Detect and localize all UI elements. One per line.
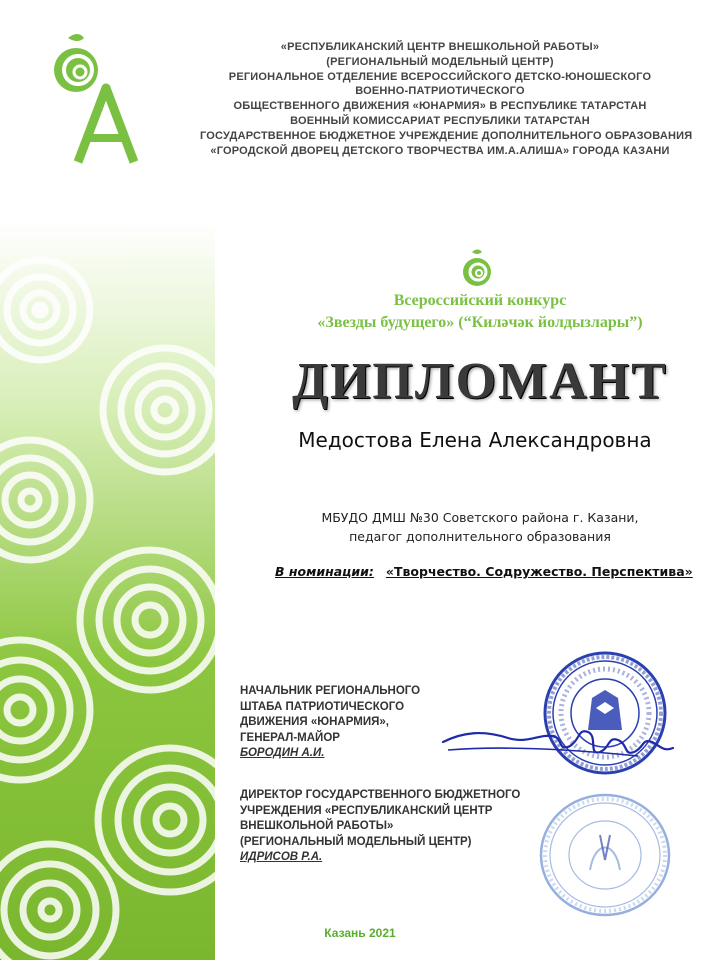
nomination-label: В номинации: xyxy=(275,564,374,579)
signatory-1-title-line: ГЕНЕРАЛ-МАЙОР xyxy=(240,731,340,744)
affiliation-line-1: МБУДО ДМШ №30 Советского района г. Казани, xyxy=(321,510,639,525)
signatory-1-title-line: ДВИЖЕНИЯ «ЮНАРМИЯ», xyxy=(240,716,389,728)
header-line: ОБЩЕСТВЕННОГО ДВИЖЕНИЯ «ЮНАРМИЯ» В РЕСПУБЛИКЕ ТАТАРСТАН xyxy=(233,100,647,113)
signatory-2 xyxy=(240,788,540,866)
round-seal-center-icon xyxy=(535,790,675,920)
recipient-name: Медостова Елена Александровна xyxy=(298,428,652,452)
header-line: «ГОРОДСКОЙ ДВОРЕЦ ДЕТСКОГО ТВОРЧЕСТВА ИМ.А.АЛИША» ГОРОДА КАЗАНИ xyxy=(210,144,670,157)
header-line: ВОЕННЫЙ КОМИССАРИАТ РЕСПУБЛИКИ ТАТАРСТАН xyxy=(290,114,590,127)
signatory-2-title-line: (РЕГИОНАЛЬНЫЙ МОДЕЛЬНЫЙ ЦЕНТР) xyxy=(240,835,472,848)
green-swirl-decoration xyxy=(0,220,215,960)
header-line: «РЕСПУБЛИКАНСКИЙ ЦЕНТР ВНЕШКОЛЬНОЙ РАБОТЫ» xyxy=(280,41,600,53)
signatory-1-title-line: ШТАБА ПАТРИОТИЧЕСКОГО xyxy=(240,700,405,713)
signatory-2-title-line: ДИРЕКТОР ГОСУДАРСТВЕННОГО БЮДЖЕТНОГО xyxy=(240,789,521,801)
handwritten-signature-icon xyxy=(438,712,678,772)
contest-line-1: Всероссийский конкурс xyxy=(393,292,567,309)
recipient-affiliation xyxy=(260,508,700,546)
signatory-1-name: БОРОДИН А.И. xyxy=(240,747,325,759)
nomination-value: «Творчество. Содружество. Перспектива» xyxy=(385,564,693,579)
header-line: ГОСУДАРСТВЕННОЕ БЮДЖЕТНОЕ УЧРЕЖДЕНИЕ ДОПОЛНИТЕЛЬНОГО ОБРАЗОВАНИЯ xyxy=(200,129,693,142)
header-line: (РЕГИОНАЛЬНЫЙ МОДЕЛЬНЫЙ ЦЕНТР) xyxy=(326,55,554,68)
signatory-2-title-line: ВНЕШКОЛЬНОЙ РАБОТЫ» xyxy=(240,820,394,832)
contest-name xyxy=(260,290,700,334)
contest-line-2: «Звезды будущего» (“Киләчәк йолдызлары”) xyxy=(317,314,643,331)
affiliation-line-2: педагог дополнительного образования xyxy=(349,529,611,544)
header-line: РЕГИОНАЛЬНОЕ ОТДЕЛЕНИЕ ВСЕРОССИЙСКОГО ДЕТСКО-ЮНОШЕСКОГО xyxy=(228,70,652,83)
nomination xyxy=(275,564,693,579)
apple-swirl-icon xyxy=(460,248,494,288)
signatory-2-title-line: УЧРЕЖДЕНИЯ «РЕСПУБЛИКАНСКИЙ ЦЕНТР xyxy=(240,804,493,817)
signatory-2-name: ИДРИСОВ Р.А. xyxy=(240,851,323,863)
header-line: ВОЕННО-ПАТРИОТИЧЕСКОГО xyxy=(355,85,525,98)
organizers-header xyxy=(200,40,693,158)
apple-letter-a-logo-icon xyxy=(48,30,148,170)
city-year: Казань 2021 xyxy=(324,926,396,940)
signatory-1-title-line: НАЧАЛЬНИК РЕГИОНАЛЬНОГО xyxy=(240,685,421,697)
diploma-title: ДИПЛОМАНТ xyxy=(292,353,668,410)
